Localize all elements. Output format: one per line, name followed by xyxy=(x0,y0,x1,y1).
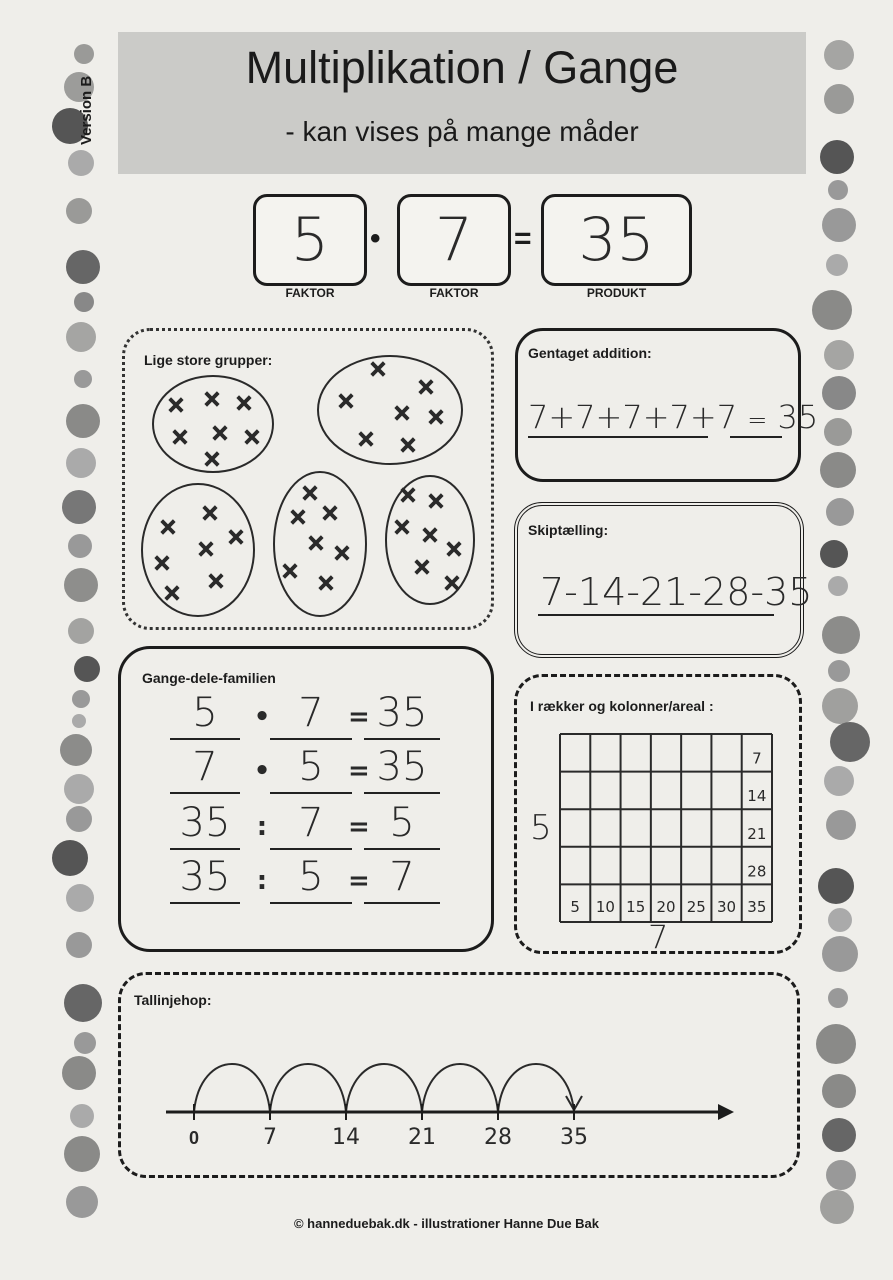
family-row-4-eq: = xyxy=(348,866,370,896)
x-mark-icon: × xyxy=(316,571,336,596)
addition-expression: 7+7+7+7+7 xyxy=(528,398,738,436)
grid-bottom-label: 10 xyxy=(595,898,615,916)
family-underline xyxy=(270,902,352,904)
factor1-label: FAKTOR xyxy=(285,286,335,300)
family-underline xyxy=(270,792,352,794)
x-mark-icon: × xyxy=(162,581,182,606)
x-mark-icon: × xyxy=(336,389,356,414)
numberline-hop xyxy=(194,1064,270,1112)
family-row-1-op: • xyxy=(253,702,271,732)
footer-credit: © hanneduebak.dk - illustrationer Hanne Due Bak xyxy=(293,1216,600,1231)
x-mark-icon: × xyxy=(444,537,464,562)
groups-title: Lige store grupper: xyxy=(144,352,273,368)
x-mark-icon: × xyxy=(280,559,300,584)
x-mark-icon: × xyxy=(206,569,226,594)
family-underline xyxy=(170,848,240,850)
x-mark-icon: × xyxy=(416,375,436,400)
family-underline xyxy=(170,792,240,794)
skip-count-title: Skiptælling: xyxy=(528,522,609,538)
multiply-dot: • xyxy=(370,222,381,255)
family-row-1-c: 35 xyxy=(376,690,428,736)
grid-bottom-label: 5 xyxy=(570,898,580,916)
skip-count-sequence: 7-14-21-28-35 xyxy=(540,570,813,614)
x-mark-icon: × xyxy=(210,421,230,446)
grid-right-label: 28 xyxy=(747,862,767,881)
x-mark-icon: × xyxy=(368,357,388,382)
family-row-3-a: 35 xyxy=(179,800,231,846)
x-mark-icon: × xyxy=(202,387,222,412)
array-title: I rækker og kolonner/areal : xyxy=(530,698,714,714)
x-mark-icon: × xyxy=(392,515,412,540)
family-row-2-a: 7 xyxy=(192,744,218,790)
x-mark-icon: × xyxy=(170,425,190,450)
x-mark-icon: × xyxy=(200,501,220,526)
family-underline xyxy=(270,738,352,740)
family-row-1-eq: = xyxy=(348,702,370,732)
family-underline xyxy=(364,738,440,740)
addition-underline xyxy=(528,436,708,438)
array-grid xyxy=(556,730,776,926)
factor1-box: 5 xyxy=(253,194,367,286)
family-row-3-c: 5 xyxy=(389,800,415,846)
grid-bottom-label: 30 xyxy=(717,898,737,916)
x-mark-icon: × xyxy=(426,405,446,430)
x-mark-icon: × xyxy=(300,481,320,506)
family-row-4-op: : xyxy=(256,866,268,896)
numberline-hop xyxy=(498,1064,574,1112)
x-mark-icon: × xyxy=(158,515,178,540)
groups-illustration xyxy=(140,340,480,622)
product-label: PRODUKT xyxy=(586,286,647,300)
product-box: 35 xyxy=(541,194,692,286)
numberline-hop xyxy=(270,1064,346,1112)
x-mark-icon: × xyxy=(420,523,440,548)
grid-bottom-label: 15 xyxy=(626,898,646,916)
array-rows-label: 5 xyxy=(530,808,552,848)
family-underline xyxy=(170,902,240,904)
family-underline xyxy=(364,792,440,794)
family-row-3-eq: = xyxy=(348,812,370,842)
numberline-label: 7 xyxy=(263,1125,277,1150)
family-row-3-b: 7 xyxy=(298,800,324,846)
family-underline xyxy=(364,902,440,904)
family-row-3-op: : xyxy=(256,812,268,842)
numberline-hop xyxy=(422,1064,498,1112)
numberline-label: 35 xyxy=(560,1125,588,1150)
equals-sign: = xyxy=(514,222,532,255)
family-row-4-a: 35 xyxy=(179,854,231,900)
addition-equals: = xyxy=(747,406,768,434)
x-mark-icon: × xyxy=(306,531,326,556)
x-mark-icon: × xyxy=(196,537,216,562)
grid-right-label: 7 xyxy=(752,749,762,768)
numberline-chart xyxy=(150,1040,750,1160)
family-underline xyxy=(270,848,352,850)
x-mark-icon: × xyxy=(166,393,186,418)
result-underline xyxy=(730,436,782,438)
family-row-1-a: 5 xyxy=(192,690,218,736)
x-mark-icon: × xyxy=(242,425,262,450)
x-mark-icon: × xyxy=(392,401,412,426)
family-row-4-c: 7 xyxy=(389,854,415,900)
x-mark-icon: × xyxy=(412,555,432,580)
family-row-2-c: 35 xyxy=(376,744,428,790)
family-row-1-b: 7 xyxy=(298,690,324,736)
family-title: Gange-dele-familien xyxy=(142,670,276,686)
x-mark-icon: × xyxy=(356,427,376,452)
numberline-arrow-icon xyxy=(718,1104,734,1120)
version-label: Version B xyxy=(78,75,95,145)
repeated-addition-title: Gentaget addition: xyxy=(528,345,652,361)
page-title: Multiplikation / Gange xyxy=(245,42,679,93)
x-mark-icon: × xyxy=(234,391,254,416)
grid-bottom-label: 20 xyxy=(656,898,676,916)
family-row-2-op: • xyxy=(253,756,271,786)
x-mark-icon: × xyxy=(226,525,246,550)
x-mark-icon: × xyxy=(442,571,462,596)
x-mark-icon: × xyxy=(398,433,418,458)
family-underline xyxy=(364,848,440,850)
addition-result: 35 xyxy=(777,398,819,436)
skip-count-underline xyxy=(538,614,774,616)
x-mark-icon: × xyxy=(202,447,222,472)
grid-right-label: 21 xyxy=(747,824,767,843)
x-mark-icon: × xyxy=(320,501,340,526)
x-mark-icon: × xyxy=(288,505,308,530)
grid-bottom-label: 35 xyxy=(747,898,767,916)
numberline-label: 28 xyxy=(484,1125,512,1150)
numberline-label: 14 xyxy=(332,1125,360,1150)
grid-bottom-label: 25 xyxy=(686,898,706,916)
family-row-4-b: 5 xyxy=(298,854,324,900)
x-mark-icon: × xyxy=(332,541,352,566)
numberline-title: Tallinjehop: xyxy=(134,992,212,1008)
family-underline xyxy=(170,738,240,740)
numberline-hop xyxy=(346,1064,422,1112)
family-row-2-eq: = xyxy=(348,756,370,786)
factor2-box: 7 xyxy=(397,194,511,286)
numberline-label: 0 xyxy=(188,1128,200,1148)
grid-right-label: 14 xyxy=(747,787,767,806)
page-subtitle: - kan vises på mange måder xyxy=(285,116,639,147)
factor2-label: FAKTOR xyxy=(429,286,479,300)
family-row-2-b: 5 xyxy=(298,744,324,790)
numberline-label: 21 xyxy=(408,1125,436,1150)
array-cols-label: 7 xyxy=(648,918,669,956)
x-mark-icon: × xyxy=(398,483,418,508)
x-mark-icon: × xyxy=(426,489,446,514)
x-mark-icon: × xyxy=(152,551,172,576)
